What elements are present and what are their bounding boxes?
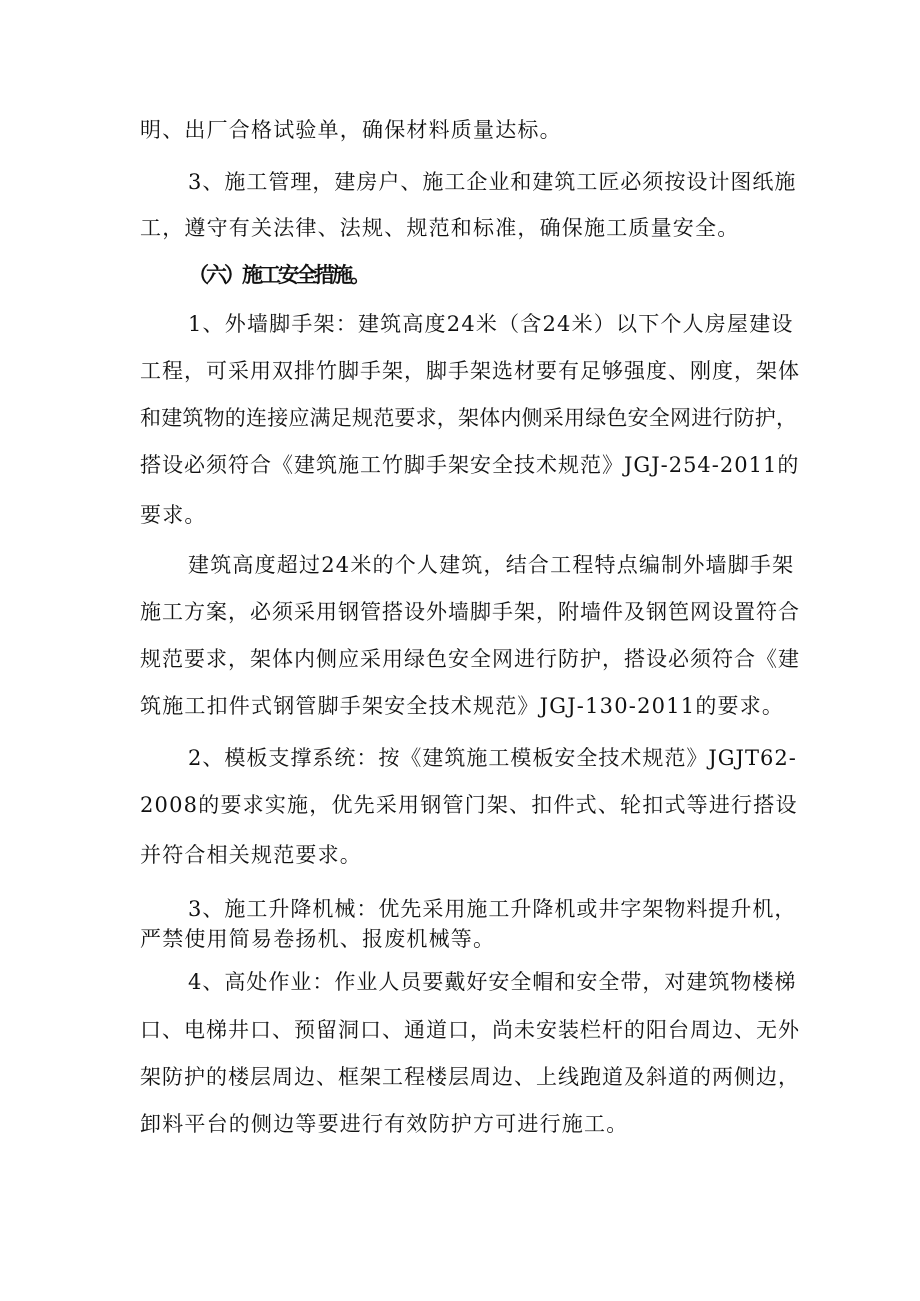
text-line-21: 架防护的楼层周边、框架工程楼层周边、上线跑道及斜道的两侧边， xyxy=(140,1065,800,1089)
text-line-10: 建筑高度超过24米的个人建筑，结合工程特点编制外墙脚手架 xyxy=(188,553,795,577)
text-line-3: 工，遵守有关法律、法规、规范和标准，确保施工质量安全。 xyxy=(140,216,740,240)
text-line-15: 2008的要求实施，优先采用钢管门架、扣件式、轮扣式等进行搭设 xyxy=(140,793,798,817)
text-line-22: 卸料平台的侧边等要进行有效防护方可进行施工。 xyxy=(140,1112,629,1136)
text-line-9: 要求。 xyxy=(140,503,207,527)
text-line-8: 搭设必须符合《建筑施工竹脚手架安全技术规范》JGJ-254-2011的 xyxy=(140,453,800,477)
text-line-6: 工程，可采用双排竹脚手架，脚手架选材要有足够强度、刚度，架体 xyxy=(140,359,800,383)
text-line-16: 并符合相关规范要求。 xyxy=(140,843,362,867)
text-line-19: 4、高处作业：作业人员要戴好安全帽和安全带，对建筑物楼梯 xyxy=(188,970,797,994)
text-line-14: 2、模板支撑系统：按《建筑施工模板安全技术规范》JGJT62- xyxy=(188,746,797,770)
text-line-11: 施工方案，必须采用钢管搭设外墙脚手架，附墙件及钢笆网设置符合 xyxy=(140,600,800,624)
text-line-20: 口、电梯井口、预留洞口、通道口，尚未安装栏杆的阳台周边、无外 xyxy=(140,1018,800,1042)
text-line-2: 3、施工管理，建房户、施工企业和建筑工匠必须按设计图纸施 xyxy=(188,170,797,194)
text-line-13: 筑施工扣件式钢管脚手架安全技术规范》JGJ-130-2011的要求。 xyxy=(140,694,785,718)
text-line-7: 和建筑物的连接应满足规范要求，架体内侧采用绿色安全网进行防护， xyxy=(140,406,798,430)
section-heading: （六）施工安全措施。 xyxy=(188,262,368,287)
text-line-12: 规范要求，架体内侧应采用绿色安全网进行防护，搭设必须符合《建 xyxy=(140,647,800,671)
text-line-17: 3、施工升降机械：优先采用施工升降机或井字架物料提升机， xyxy=(188,897,797,921)
text-line-18: 严禁使用简易卷扬机、报废机械等。 xyxy=(140,927,496,951)
text-line-1: 明、出厂合格试验单，确保材料质量达标。 xyxy=(140,118,562,142)
text-line-5: 1、外墙脚手架：建筑高度24米（含24米）以下个人房屋建设 xyxy=(188,312,794,336)
